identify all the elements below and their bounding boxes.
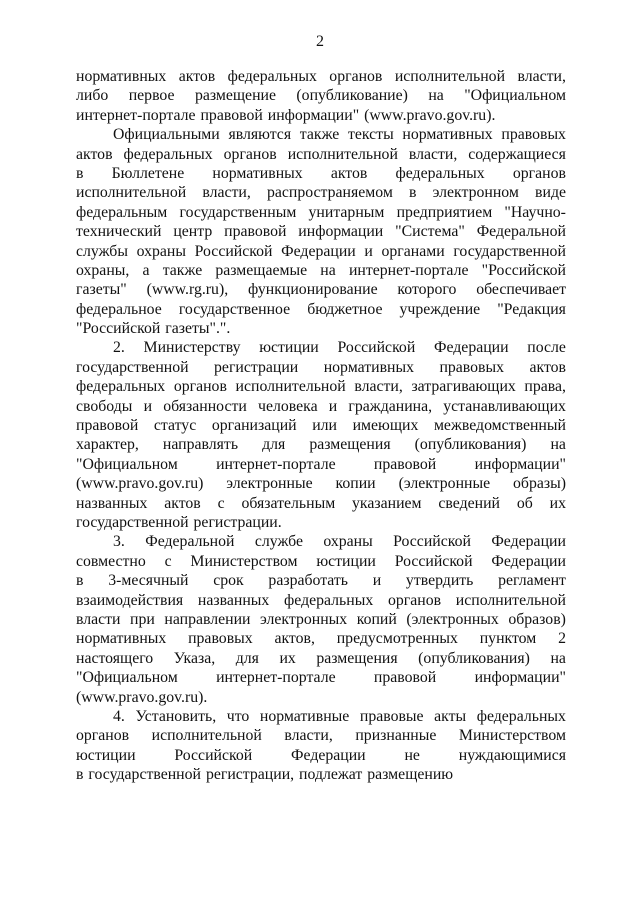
paragraph [76, 532, 566, 707]
text-line: газеты" (www.rg.ru), функционирование которого обеспечивает [76, 281, 566, 299]
text-line: 2. Министерству юстиции Российской Федерации после [113, 339, 566, 357]
text-line: "Официальном интернет-портале правовой информации" [76, 669, 566, 687]
text-line: исполнительной власти, распространяемом в электронном виде [76, 184, 566, 202]
paragraph [76, 707, 566, 785]
text-line: либо первое размещение (опубликование) на "Официальном [76, 87, 566, 105]
text-line: (www.pravo.gov.ru). [76, 688, 208, 706]
text-line: "Российской газеты".". [76, 320, 231, 338]
text-line: интернет-портале правовой информации" (www.pravo.gov.ru). [76, 106, 496, 124]
paragraph [76, 67, 566, 125]
text-line: совместно с Министерством юстиции Российской Федерации [76, 552, 566, 570]
text-line: названных актов с обязательным указанием сведений об их [76, 494, 566, 512]
text-line: взаимодействия названных федеральных органов исполнительной [76, 591, 566, 609]
text-line: власти при направлении электронных копий (электронных образов) [76, 610, 566, 628]
text-line: 3. Федеральной службе охраны Российской Федерации [113, 533, 566, 551]
text-line: федеральных органов исполнительной власти, затрагивающих права, [76, 378, 566, 396]
text-line: "Официальном интернет-портале правовой информации" [76, 455, 566, 473]
text-line: настоящего Указа, для их размещения (опубликования) на [76, 649, 566, 667]
text-line: в государственной регистрации, подлежат размещению [76, 766, 454, 784]
text-line: 4. Установить, что нормативные правовые акты федеральных [113, 707, 566, 725]
text-line: актов федеральных органов исполнительной власти, содержащиеся [76, 145, 566, 163]
text-line: федеральным государственным унитарным предприятием "Научно- [76, 203, 566, 221]
text-line: свободы и обязанности человека и гражданина, устанавливающих [76, 397, 566, 415]
text-line: государственной регистрации. [76, 513, 282, 531]
text-line: в Бюллетене нормативных актов федеральных органов [76, 164, 566, 182]
text-line: органов исполнительной власти, признанные Министерством [76, 727, 566, 745]
text-line: охраны, а также размещаемые на интернет-портале "Российской [76, 261, 566, 279]
text-line: (www.pravo.gov.ru) электронные копии (электронные образы) [76, 475, 566, 493]
paragraph [76, 338, 566, 532]
text-line: федеральное государственное бюджетное учреждение "Редакция [76, 300, 566, 318]
document-body [76, 67, 566, 784]
text-line: характер, направлять для размещения (опубликования) на [76, 436, 566, 454]
text-line: Официальными являются также тексты нормативных правовых [113, 126, 566, 144]
page-number: 2 [316, 33, 324, 50]
text-line: нормативных правовых актов, предусмотренных пунктом 2 [76, 630, 566, 648]
text-line: государственной регистрации нормативных правовых актов [76, 358, 566, 376]
text-line: технический центр правовой информации "Система" Федеральной [76, 223, 566, 241]
text-line: правовой статус организаций или имеющих межведомственный [76, 417, 566, 435]
text-line: в 3-месячный срок разработать и утвердить регламент [76, 572, 566, 590]
text-line: юстиции Российской Федерации не нуждающимися [76, 746, 566, 764]
text-line: нормативных актов федеральных органов исполнительной власти, [76, 68, 566, 85]
text-line: службы охраны Российской Федерации и органами государственной [76, 242, 566, 260]
paragraph [76, 125, 566, 338]
